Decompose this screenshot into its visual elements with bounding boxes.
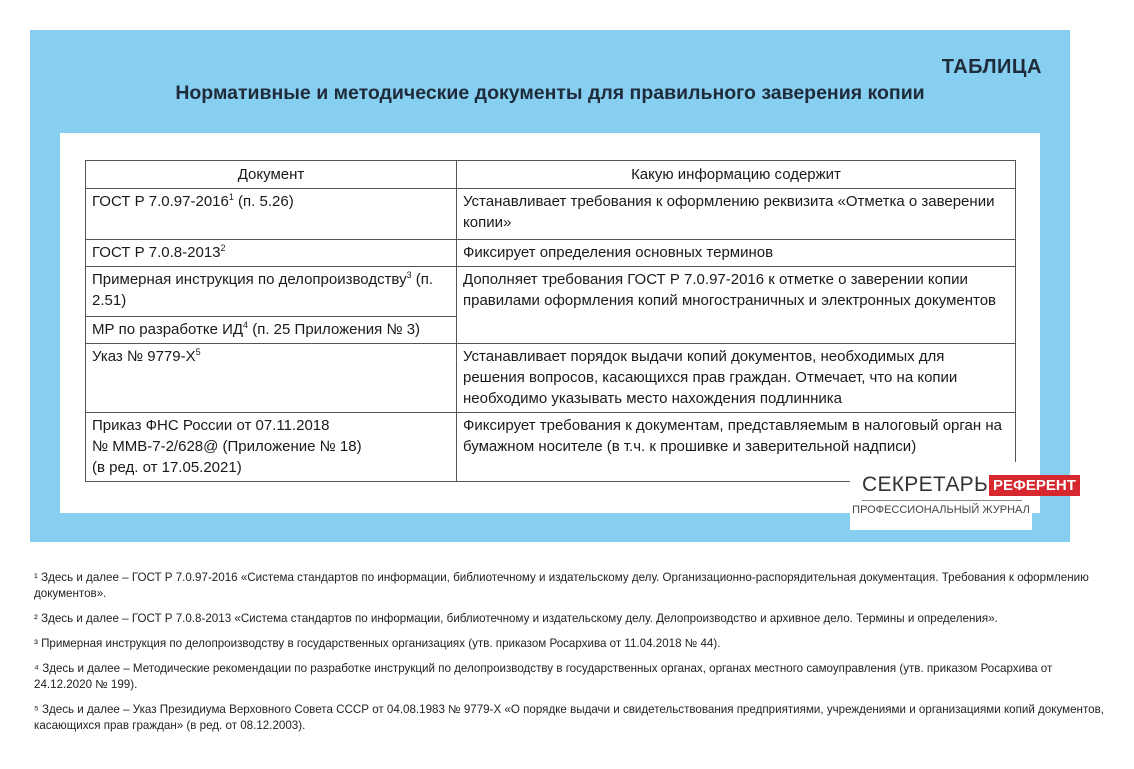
document-cell: ГОСТ Р 7.0.8-2013$^2$ [86,240,457,267]
table-row [86,344,1016,413]
table-tag: ТАБЛИЦА [941,56,1042,78]
document-line: (в ред. от 17.05.2021) [92,459,242,476]
info-cell: Устанавливает требования к оформлению реквизита «Отметка о заверении копии» [457,189,1016,240]
footnotes [34,570,1109,743]
table-title: Нормативные и методические документы для правильного заверения копии [175,82,925,104]
footnote: ² Здесь и далее – ГОСТ Р 7.0.8-2013 «Система стандартов по информации, библиотечному и издательскому делу. Делопроизводство и архивное дело. Термины и определения». [34,612,998,625]
info-cell: Дополняет требования ГОСТ Р 7.0.97-2016 к отметке о заверении копии правилами оформления копий многостраничных и электронных документов [457,267,1016,344]
document-cell [86,413,457,482]
document-line: № ММВ-7-2/628@ (Приложение № 18) [92,438,362,455]
document-cell: Примерная инструкция по делопроизводству$^3$ (п. 2.51) [86,267,457,317]
documents-table [85,160,1016,482]
footnote: ¹ Здесь и далее – ГОСТ Р 7.0.97-2016 «Система стандартов по информации, библиотечному и издательскому делу. Организационно-распорядительная документация. Требования к оформлению документов». [34,571,1089,600]
table-sheet [60,133,1040,513]
logo-subtitle: ПРОФЕССИОНАЛЬНЫЙ ЖУРНАЛ [852,504,1030,516]
footnote: ³ Примерная инструкция по делопроизводству в государственных организациях (утв. приказом Росархива от 11.04.2018 № 44). [34,637,721,650]
table-header-row [86,161,1016,189]
column-header-document: Документ [86,161,457,189]
footnote: ⁵ Здесь и далее – Указ Президиума Верховного Совета СССР от 04.08.1983 № 9779-Х «О порядке выдачи и свидетельствования предприятиями, учреждениями и организациями копий документов, касающихся прав граждан» (в ред. от 08.12.2003). [34,703,1104,732]
document-cell: МР по разработке $ИД^4$ (п. 25 Приложения № 3) [86,317,457,344]
logo-word-referent: РЕФЕРЕНТ [989,475,1080,496]
table-row [86,189,1016,240]
table-row [86,267,1016,317]
footnote: ⁴ Здесь и далее – Методические рекомендации по разработке инструкций по делопроизводству в государственных органах, органах местного самоуправления (утв. приказом Росархива от 24.12.2020 № 199). [34,662,1053,691]
document-line: Приказ ФНС России от 07.11.2018 [92,417,330,434]
logo-word-secretary: СЕКРЕТАРЬ [862,473,989,496]
logo-divider [862,500,1022,501]
document-cell: ГОСТ Р 7.0.97-2016$^1$ (п. 5.26) [86,189,457,240]
info-cell: Фиксирует определения основных терминов [457,240,1016,267]
info-cell: Фиксирует требования к документам, представляемым в налоговый орган на бумажном носителе (в т.ч. к прошивке и заверительной надписи) [457,413,1016,482]
column-header-info: Какую информацию содержит [457,161,1016,189]
info-cell: Устанавливает порядок выдачи копий документов, необходимых для решения вопросов, касающихся прав граждан. Отмечает, что на копии необходимо указывать место нахождения подлинника [457,344,1016,413]
magazine-logo [850,462,1076,530]
table-row [86,240,1016,267]
document-cell: Указ № $9779-Х^5$ [86,344,457,413]
